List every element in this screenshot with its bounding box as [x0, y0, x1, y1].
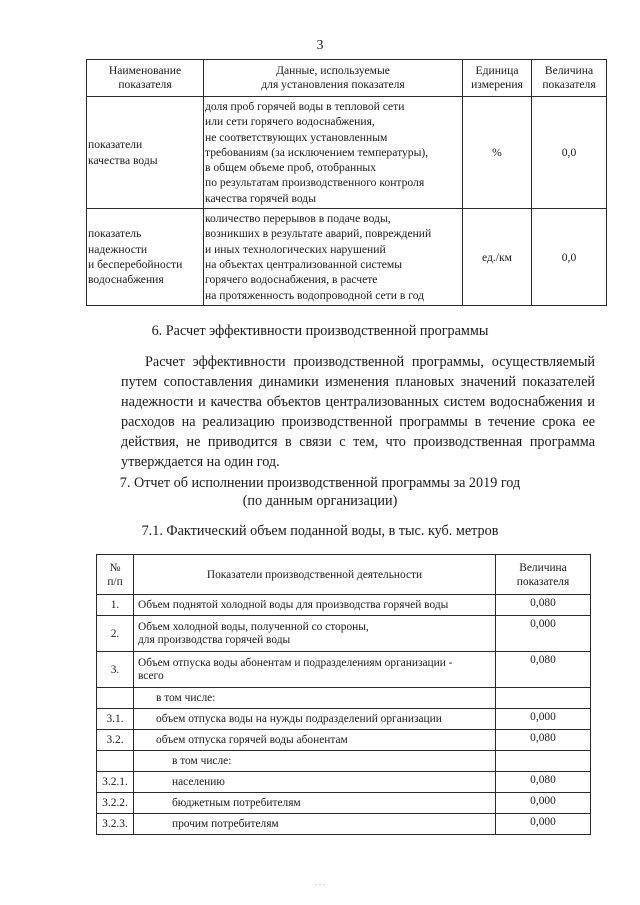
row-number: 2. [97, 616, 134, 652]
row-value: 0,000 [496, 814, 591, 835]
table-row [87, 209, 607, 306]
header-unit: Единица измерения [463, 60, 532, 97]
header-num: № п/п [97, 555, 134, 595]
row-number: 3.1. [97, 709, 134, 730]
row-value: 0,000 [496, 616, 591, 652]
table-row [97, 814, 591, 835]
row-number: 3. [97, 652, 134, 688]
table-row [97, 652, 591, 688]
row-indicator: в том числе: [134, 751, 496, 772]
page-number: 3 [316, 38, 324, 53]
row-number [97, 688, 134, 709]
table-row [97, 595, 591, 616]
row-indicator: в том числе: [134, 688, 496, 709]
header-indicator: Показатели производственной деятельности [134, 555, 496, 595]
indicator-name: показатель надежности и бесперебойности водоснабжения [87, 209, 204, 306]
table-row [97, 730, 591, 751]
row-indicator: объем отпуска воды на нужды подразделений организации [134, 709, 496, 730]
row-value: 0,000 [496, 709, 591, 730]
indicator-unit: ед./км [463, 209, 532, 306]
table-header-row [97, 555, 591, 595]
row-number [97, 751, 134, 772]
header-value: Величина показателя [496, 555, 591, 595]
row-number: 3.2.3. [97, 814, 134, 835]
indicator-data: доля проб горячей воды в тепловой сети или сети горячего водоснабжения, не соответствующих установленным требованиям (за исключением температуры), в общем объеме проб, отобранных по результатам производственного контроля качества горячей воды [204, 97, 463, 209]
table-row [97, 793, 591, 814]
table-row [97, 751, 591, 772]
quality-indicators-table [86, 59, 607, 306]
row-value: 0,080 [496, 730, 591, 751]
row-indicator: бюджетным потребителям [134, 793, 496, 814]
section-7-1-title: 7.1. Фактический объем поданной воды, в тыс. куб. метров [141, 523, 499, 539]
row-indicator: населению [134, 772, 496, 793]
row-value [496, 688, 591, 709]
indicator-value: 0,0 [532, 209, 607, 306]
row-number: 3.2.1. [97, 772, 134, 793]
row-indicator: Объем холодной воды, полученной со стороны, для производства горячей воды [134, 616, 496, 652]
row-indicator: Объем отпуска воды абонентам и подразделениям организации - всего [134, 652, 496, 688]
section-6-paragraph: Расчет эффективности производственной программы, осуществляемый путем сопоставления динамики изменения плановых значений показателей надежности и качества объектов централизованных систем водоснабжения и расходов на реализацию производственной программы в течение срока ее действия, не приводится в связи с тем, что производственная программа утверждается на один год. [121, 354, 595, 470]
row-value: 0,000 [496, 793, 591, 814]
row-indicator: прочим потребителям [134, 814, 496, 835]
table-row [97, 688, 591, 709]
table-header-row [87, 60, 607, 97]
section-7-title: 7. Отчет об исполнении производственной программы за 2019 год (по данным организации) [119, 475, 521, 509]
row-value: 0,080 [496, 652, 591, 688]
table-row [97, 772, 591, 793]
header-data: Данные, используемые для установления показателя [204, 60, 463, 97]
water-volume-table [96, 554, 591, 835]
row-value: 0,080 [496, 772, 591, 793]
table-row [87, 97, 607, 209]
scan-marks: . . . [315, 878, 325, 887]
table-row [97, 616, 591, 652]
row-indicator: объем отпуска горячей воды абонентам [134, 730, 496, 751]
indicator-value: 0,0 [532, 97, 607, 209]
header-value: Величина показателя [532, 60, 607, 97]
row-value [496, 751, 591, 772]
row-indicator: Объем поднятой холодной воды для производства горячей воды [134, 595, 496, 616]
row-value: 0,080 [496, 595, 591, 616]
indicator-data: количество перерывов в подаче воды, возникших в результате аварий, повреждений и иных технологических нарушений на объектах централизованной системы горячего водоснабжения, в расчете на протяженность водопроводной сети в год [204, 209, 463, 306]
row-number: 1. [97, 595, 134, 616]
row-number: 3.2. [97, 730, 134, 751]
header-name: Наименование показателя [87, 60, 204, 97]
table-row [97, 709, 591, 730]
indicator-unit: % [463, 97, 532, 209]
indicator-name: показатели качества воды [87, 97, 204, 209]
row-number: 3.2.2. [97, 793, 134, 814]
section-6-title: 6. Расчет эффективности производственной программы [151, 323, 489, 339]
